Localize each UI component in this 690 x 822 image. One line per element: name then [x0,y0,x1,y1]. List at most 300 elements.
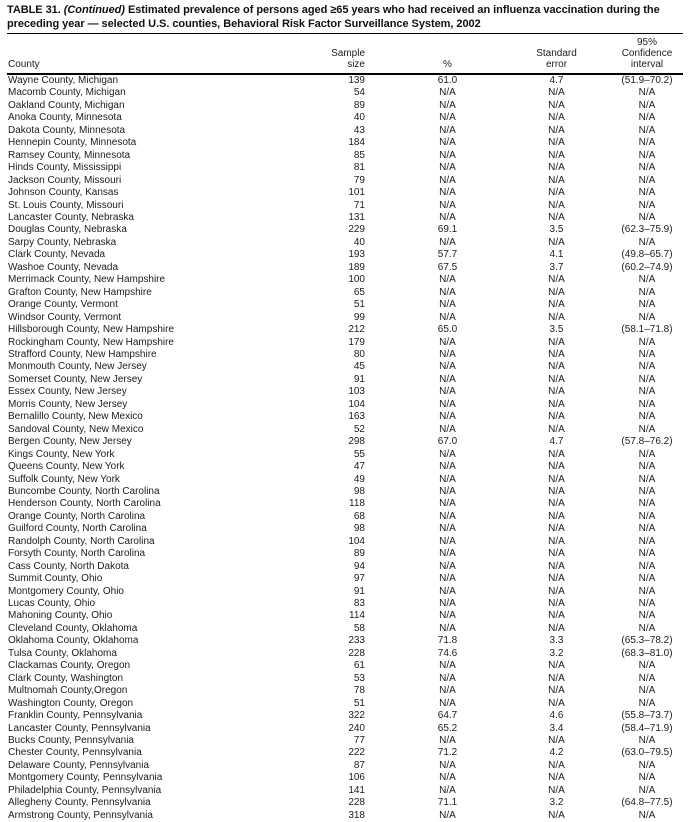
cell-county: Kings County, New York [8,448,115,460]
cell-confidence-interval: (49.8–65.7) [621,249,673,261]
cell-percent: 67.0 [437,436,458,448]
cell-standard-error: N/A [548,759,565,771]
cell-standard-error: N/A [548,274,565,286]
cell-confidence-interval: N/A [638,560,656,572]
cell-standard-error: N/A [548,99,565,111]
cell-sample-size: 89 [353,99,365,111]
cell-county: Bucks County, Pennsylvania [8,735,134,747]
cell-standard-error: N/A [548,735,565,747]
cell-sample-size: 83 [353,598,365,610]
cell-sample-size: 91 [353,373,365,385]
cell-sample-size: 78 [353,685,365,697]
cell-sample-size: 118 [349,498,365,510]
table-row [7,399,683,411]
cell-county: Orange County, Vermont [8,299,118,311]
cell-county: Forsyth County, North Carolina [8,548,146,560]
cell-confidence-interval: N/A [638,386,656,398]
cell-sample-size: 79 [353,174,365,186]
table-row [7,125,683,137]
cell-county: Suffolk County, New York [8,473,120,485]
cell-percent: 57.7 [437,249,458,261]
cell-sample-size: 229 [348,224,365,236]
cell-sample-size: 131 [348,211,365,223]
cell-confidence-interval: N/A [638,660,656,672]
cell-confidence-interval: N/A [638,485,656,497]
table-row [7,137,683,149]
cell-standard-error: N/A [548,548,565,560]
cell-county: Tulsa County, Oklahoma [8,647,117,659]
column-header-standard-error [504,34,601,75]
cell-county: Anoka County, Minnesota [8,112,122,124]
cell-confidence-interval: N/A [638,809,656,821]
cell-percent: N/A [439,211,456,223]
cell-sample-size: 87 [353,759,365,771]
table-row [7,150,683,162]
cell-sample-size: 240 [348,722,365,734]
table-row [7,536,683,548]
cell-sample-size: 77 [353,735,365,747]
cell-county: Johnson County, Kansas [8,187,119,199]
table-row [7,660,683,672]
cell-county: Merrimack County, New Hampshire [8,274,166,286]
cell-county: Hennepin County, Minnesota [8,137,137,149]
cell-standard-error: 3.2 [549,797,564,809]
cell-county: Clark County, Nevada [8,249,106,261]
cell-percent: N/A [439,485,456,497]
cell-county: Macomb County, Michigan [8,87,126,99]
cell-standard-error: N/A [548,373,565,385]
cell-confidence-interval: N/A [638,199,656,211]
cell-standard-error: 3.5 [549,224,564,236]
cell-standard-error: N/A [548,610,565,622]
cell-percent: N/A [439,585,456,597]
cell-percent: N/A [439,87,456,99]
cell-standard-error: N/A [548,411,565,423]
table-row [7,224,683,236]
cell-sample-size: 114 [349,610,365,622]
cell-sample-size: 40 [353,236,365,248]
cell-standard-error: N/A [548,236,565,248]
cell-confidence-interval: (51.9–70.2) [621,75,673,86]
cell-county: Rockingham County, New Hampshire [8,336,174,348]
cell-confidence-interval: N/A [638,598,656,610]
cell-confidence-interval: N/A [638,784,656,796]
cell-confidence-interval: N/A [638,473,656,485]
column-header-line: interval [630,59,664,70]
cell-standard-error: N/A [548,560,565,572]
cell-percent: N/A [439,759,456,771]
cell-sample-size: 89 [353,548,365,560]
table-row [7,74,683,87]
cell-sample-size: 193 [348,249,365,261]
table-row [7,498,683,510]
cell-confidence-interval: N/A [638,99,656,111]
cell-county: Morris County, New Jersey [8,398,128,410]
cell-county: Randolph County, North Carolina [8,535,155,547]
table-row [7,187,683,199]
cell-county: Wayne County, Michigan [8,75,119,86]
cell-county: Summit County, Ohio [8,573,103,585]
cell-sample-size: 163 [348,411,365,423]
table-row [7,212,683,224]
table-body [7,74,683,822]
cell-confidence-interval: N/A [638,398,656,410]
cell-county: Lancaster County, Pennsylvania [8,722,151,734]
cell-percent: N/A [439,510,456,522]
cell-percent: N/A [439,498,456,510]
cell-sample-size: 51 [353,697,365,709]
cell-percent: N/A [439,598,456,610]
table-row [7,436,683,448]
cell-percent: N/A [439,622,456,634]
cell-percent: N/A [439,162,456,174]
cell-county: Buncombe County, North Carolina [8,485,160,497]
cell-standard-error: 3.2 [549,647,564,659]
cell-percent: N/A [439,473,456,485]
cell-confidence-interval: N/A [638,622,656,634]
cell-confidence-interval: N/A [638,697,656,709]
cell-confidence-interval: N/A [638,672,656,684]
cell-confidence-interval: N/A [638,211,656,223]
cell-standard-error: N/A [548,772,565,784]
column-header-line: 95% Confidence [621,37,673,59]
cell-sample-size: 106 [348,772,365,784]
cell-sample-size: 53 [353,672,365,684]
cell-standard-error: N/A [548,485,565,497]
cell-standard-error: N/A [548,622,565,634]
column-header-line: size [347,59,365,70]
table-row [7,486,683,498]
cell-percent: N/A [439,174,456,186]
cell-confidence-interval: N/A [638,149,656,161]
cell-confidence-interval: N/A [638,236,656,248]
cell-county: Jackson County, Missouri [8,174,122,186]
cell-sample-size: 228 [348,797,365,809]
column-header-county [7,34,307,75]
cell-percent: N/A [439,199,456,211]
cell-standard-error: N/A [548,784,565,796]
table-row [7,772,683,784]
cell-standard-error: N/A [548,112,565,124]
cell-standard-error: N/A [548,448,565,460]
table-row [7,610,683,622]
cell-confidence-interval: N/A [638,510,656,522]
cell-confidence-interval: N/A [638,174,656,186]
cell-county: Montgomery County, Ohio [8,585,124,597]
cell-percent: N/A [439,137,456,149]
table-row [7,747,683,759]
cell-standard-error: N/A [548,311,565,323]
cell-sample-size: 91 [353,585,365,597]
cell-sample-size: 184 [348,137,365,149]
table-row [7,797,683,809]
cell-standard-error: N/A [548,510,565,522]
cell-confidence-interval: (64.8–77.5) [621,797,673,809]
table-row [7,586,683,598]
table-row [7,299,683,311]
cell-percent: N/A [439,348,456,360]
cell-percent: N/A [439,672,456,684]
cell-sample-size: 51 [353,299,365,311]
cell-confidence-interval: N/A [638,336,656,348]
table-row [7,598,683,610]
cell-sample-size: 40 [353,112,365,124]
cell-confidence-interval: (55.8–73.7) [621,710,673,722]
table-row [7,635,683,647]
cell-sample-size: 81 [353,162,365,174]
cell-percent: N/A [439,373,456,385]
cell-county: Cass County, North Dakota [8,560,129,572]
column-header-line: Sample [331,48,365,59]
cell-confidence-interval: (58.1–71.8) [621,324,673,336]
vaccination-prevalence-table [7,33,683,822]
cell-confidence-interval: N/A [638,573,656,585]
cell-sample-size: 43 [353,124,365,136]
cell-confidence-interval: N/A [638,772,656,784]
cell-percent: N/A [439,99,456,111]
cell-county: Clark County, Washington [8,672,124,684]
cell-county: Sarpy County, Nebraska [8,236,117,248]
cell-sample-size: 101 [348,187,365,199]
cell-confidence-interval: N/A [638,498,656,510]
cell-county: Hillsborough County, New Hampshire [8,324,174,336]
cell-standard-error: N/A [548,124,565,136]
cell-standard-error: N/A [548,473,565,485]
column-header-sample-size [307,34,365,75]
cell-sample-size: 322 [348,710,365,722]
table-row [7,511,683,523]
cell-confidence-interval: N/A [638,735,656,747]
table-row [7,262,683,274]
table-row [7,735,683,747]
cell-county: Windsor County, Vermont [8,311,122,323]
table-row [7,374,683,386]
cell-county: Oklahoma County, Oklahoma [8,635,139,647]
cell-sample-size: 52 [353,423,365,435]
cell-standard-error: N/A [548,174,565,186]
cell-sample-size: 49 [353,473,365,485]
cell-standard-error: 4.7 [549,75,564,86]
cell-confidence-interval: (65.3–78.2) [621,635,673,647]
table-title [7,4,683,31]
cell-sample-size: 94 [353,560,365,572]
cell-sample-size: 98 [353,523,365,535]
cell-percent: N/A [439,336,456,348]
cell-confidence-interval: (60.2–74.9) [621,261,673,273]
table-title-label: TABLE 31. [7,4,61,16]
cell-sample-size: 58 [353,622,365,634]
table-row [7,723,683,735]
cell-standard-error: N/A [548,149,565,161]
cell-standard-error: N/A [548,672,565,684]
cell-standard-error: N/A [548,87,565,99]
cell-confidence-interval: N/A [638,448,656,460]
cell-county: Cleveland County, Oklahoma [8,622,138,634]
cell-confidence-interval: N/A [638,274,656,286]
cell-sample-size: 104 [348,535,365,547]
cell-confidence-interval: N/A [638,299,656,311]
cell-confidence-interval: (68.3–81.0) [621,647,673,659]
cell-standard-error: N/A [548,498,565,510]
cell-county: St. Louis County, Missouri [8,199,124,211]
cell-percent: N/A [439,610,456,622]
cell-county: Guilford County, North Carolina [8,523,147,535]
cell-confidence-interval: N/A [638,187,656,199]
cell-county: Hinds County, Mississippi [8,162,122,174]
cell-sample-size: 141 [348,784,365,796]
cell-sample-size: 85 [353,149,365,161]
cell-percent: N/A [439,809,456,821]
cell-county: Franklin County, Pennsylvania [8,710,143,722]
cell-confidence-interval: N/A [638,124,656,136]
cell-confidence-interval: N/A [638,423,656,435]
cell-confidence-interval: N/A [638,162,656,174]
cell-confidence-interval: N/A [638,535,656,547]
table-row [7,710,683,722]
cell-county: Mahoning County, Ohio [8,610,113,622]
cell-percent: N/A [439,685,456,697]
cell-standard-error: 4.2 [549,747,564,759]
table-row [7,361,683,373]
cell-sample-size: 80 [353,348,365,360]
cell-confidence-interval: N/A [638,373,656,385]
cell-sample-size: 97 [353,573,365,585]
cell-confidence-interval: (63.0–79.5) [621,747,673,759]
cell-confidence-interval: N/A [638,523,656,535]
column-header-confidence-interval [601,34,683,75]
cell-standard-error: N/A [548,361,565,373]
cell-percent: N/A [439,361,456,373]
cell-percent: N/A [439,560,456,572]
cell-standard-error: 4.1 [549,249,564,261]
cell-percent: N/A [439,772,456,784]
cell-sample-size: 212 [348,324,365,336]
cell-percent: N/A [439,697,456,709]
cell-sample-size: 65 [353,286,365,298]
cell-county: Montgomery County, Pennsylvania [8,772,163,784]
cell-percent: 71.1 [437,797,458,809]
table-row [7,200,683,212]
table-row [7,561,683,573]
cell-standard-error: N/A [548,386,565,398]
cell-percent: N/A [439,523,456,535]
cell-sample-size: 228 [348,647,365,659]
cell-confidence-interval: N/A [638,685,656,697]
column-header-line: County [8,59,40,70]
table-row [7,461,683,473]
table-row [7,411,683,423]
cell-standard-error: N/A [548,299,565,311]
cell-standard-error: 4.7 [549,436,564,448]
cell-county: Clackamas County, Oregon [8,660,131,672]
table-row [7,274,683,286]
cell-standard-error: N/A [548,461,565,473]
table-row [7,337,683,349]
cell-sample-size: 61 [353,660,365,672]
cell-county: Chester County, Pennsylvania [8,747,142,759]
cell-percent: 65.0 [437,324,458,336]
cell-county: Monmouth County, New Jersey [8,361,147,373]
column-header-percent [365,34,504,75]
cell-standard-error: N/A [548,660,565,672]
table-row [7,100,683,112]
cell-standard-error: N/A [548,523,565,535]
column-header-line: Standard [536,48,577,59]
cell-percent: N/A [439,548,456,560]
table-row [7,87,683,99]
cell-standard-error: 3.4 [549,722,564,734]
cell-confidence-interval: (57.8–76.2) [621,436,673,448]
cell-percent: N/A [439,461,456,473]
cell-percent: N/A [439,274,456,286]
cell-percent: N/A [439,187,456,199]
cell-sample-size: 100 [348,274,365,286]
cell-percent: 74.6 [437,647,458,659]
cell-standard-error: N/A [548,162,565,174]
cell-confidence-interval: N/A [638,361,656,373]
table-row [7,785,683,797]
cell-county: Philadelphia County, Pennsylvania [8,784,162,796]
cell-standard-error: N/A [548,211,565,223]
cell-percent: N/A [439,299,456,311]
table-row [7,312,683,324]
cell-sample-size: 47 [353,461,365,473]
table-row [7,523,683,535]
cell-standard-error: N/A [548,187,565,199]
cell-sample-size: 222 [348,747,365,759]
cell-percent: 65.2 [437,722,458,734]
cell-county: Delaware County, Pennsylvania [8,759,150,771]
cell-sample-size: 298 [348,436,365,448]
cell-confidence-interval: N/A [638,411,656,423]
cell-confidence-interval: N/A [638,137,656,149]
cell-percent: N/A [439,411,456,423]
cell-standard-error: N/A [548,697,565,709]
cell-percent: N/A [439,386,456,398]
cell-standard-error: 3.7 [549,261,564,273]
cell-confidence-interval: N/A [638,759,656,771]
cell-sample-size: 71 [353,199,365,211]
table-row [7,424,683,436]
cell-confidence-interval: (62.3–75.9) [621,224,673,236]
cell-percent: N/A [439,535,456,547]
table-row [7,573,683,585]
table-row [7,112,683,124]
cell-standard-error: N/A [548,809,565,821]
cell-standard-error: N/A [548,535,565,547]
cell-confidence-interval: N/A [638,610,656,622]
table-row [7,349,683,361]
table-title-text: Estimated prevalence of persons aged ≥65 years who had received an influenza vaccination during the preceding year — selected U.S. counties, Behavioral Risk Factor Surveillance System, 2002 [7,4,660,30]
table-row [7,685,683,697]
table-row [7,324,683,336]
cell-percent: 69.1 [437,224,458,236]
cell-sample-size: 98 [353,485,365,497]
cell-confidence-interval: N/A [638,112,656,124]
cell-confidence-interval: N/A [638,286,656,298]
cell-county: Grafton County, New Hampshire [8,286,152,298]
table-row [7,237,683,249]
cell-sample-size: 54 [353,87,365,99]
cell-county: Bernalillo County, New Mexico [8,411,143,423]
table-row [7,449,683,461]
cell-percent: N/A [439,398,456,410]
cell-standard-error: 4.6 [549,710,564,722]
cell-confidence-interval: N/A [638,87,656,99]
cell-confidence-interval: N/A [638,311,656,323]
cell-confidence-interval: (58.4–71.9) [621,722,673,734]
cell-county: Bergen County, New Jersey [8,436,132,448]
